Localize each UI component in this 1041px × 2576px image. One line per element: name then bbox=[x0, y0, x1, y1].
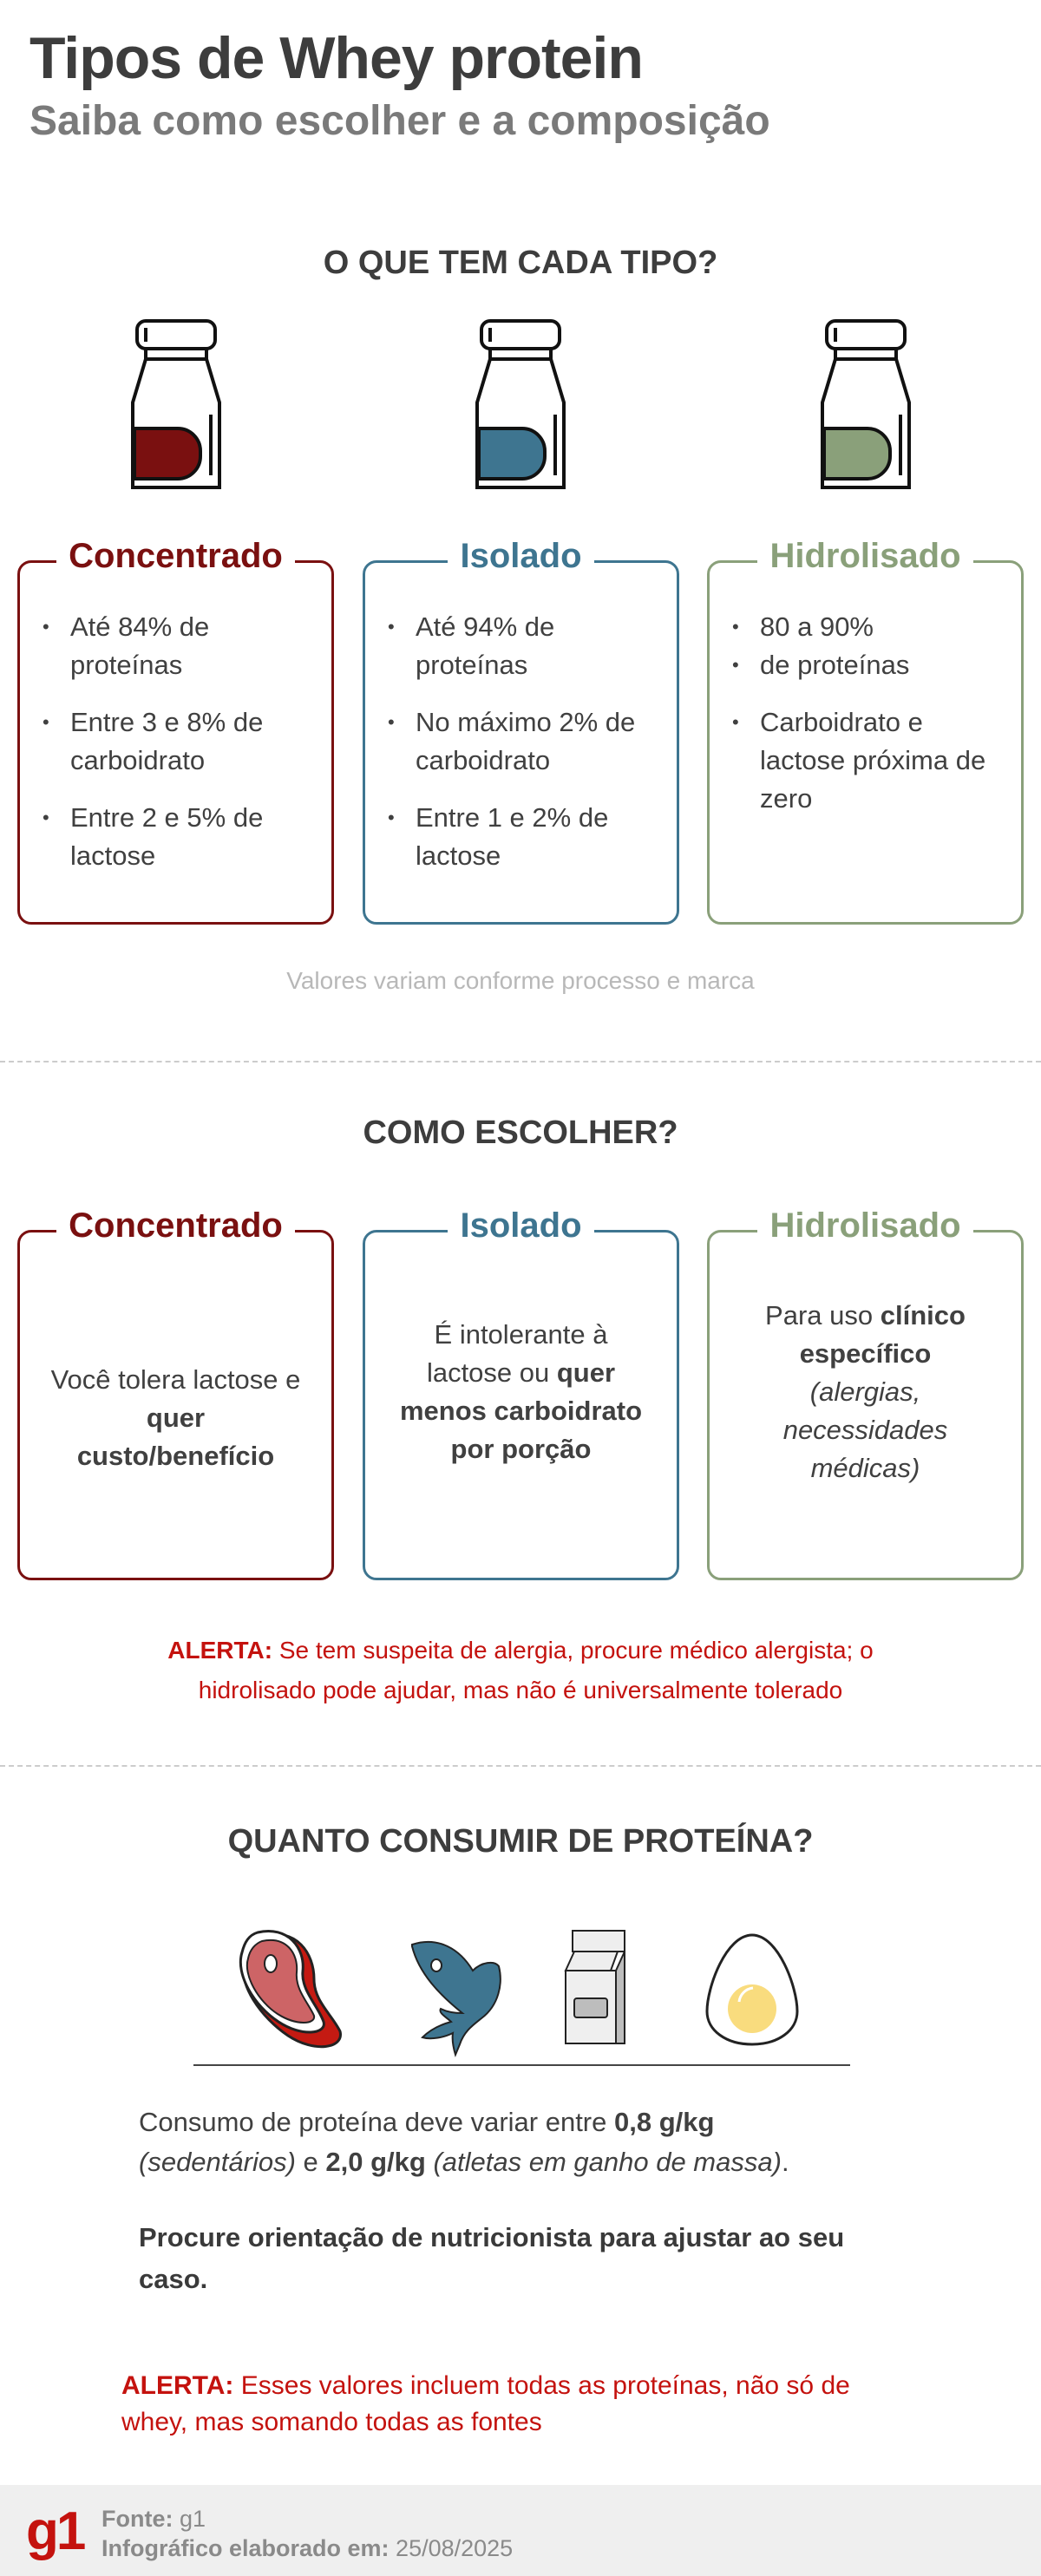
text: Consumo de proteína deve variar entre bbox=[139, 2107, 614, 2137]
section-heading-consumption: QUANTO CONSUMIR DE PROTEÍNA? bbox=[227, 1823, 814, 1860]
list-item: • Carboidrato e lactose próxima de zero bbox=[732, 703, 1004, 818]
source-label: Fonte: bbox=[101, 2506, 174, 2532]
card-text: Você tolera lactose e bbox=[50, 1364, 301, 1395]
jar-icon-hidrolisado bbox=[796, 319, 935, 493]
card-text-bold: quer menos carboidrato por porção bbox=[399, 1357, 643, 1464]
consumption-text bbox=[139, 2102, 920, 2182]
choose-card-hidrolisado bbox=[707, 1206, 1024, 1580]
alert-text: Esses valores incluem todas as proteínas, não só de whey, mas somando todas as fontes bbox=[121, 2371, 850, 2436]
egg-icon bbox=[704, 1932, 800, 2047]
composition-card-isolado bbox=[363, 537, 679, 925]
list-item: • Entre 1 e 2% de lactose bbox=[388, 799, 659, 875]
list-item: • Entre 3 e 8% de carboidrato bbox=[43, 703, 314, 780]
card-title: Concentrado bbox=[56, 537, 295, 575]
allergy-alert bbox=[113, 1631, 928, 1710]
section-divider bbox=[0, 1061, 1041, 1062]
composition-card-concentrado bbox=[17, 537, 334, 925]
card-title: Isolado bbox=[448, 1206, 593, 1245]
card-text-italic: (alergias, necessidades médicas) bbox=[782, 1376, 948, 1483]
card-text: É intolerante à lactose ou bbox=[426, 1319, 608, 1388]
meat-icon bbox=[236, 1929, 349, 2050]
card-title: Isolado bbox=[448, 537, 593, 575]
card-text-bold: quer custo/benefício bbox=[76, 1402, 275, 1471]
section-heading-choose: COMO ESCOLHER? bbox=[363, 1115, 678, 1151]
bold-value: 0,8 g/kg bbox=[613, 2107, 715, 2137]
page-subtitle: Saiba como escolher e a composição bbox=[29, 98, 770, 144]
values-note: Valores variam conforme processo e marca bbox=[286, 967, 755, 994]
jar-icon-isolado bbox=[451, 319, 590, 493]
list-item: • Até 84% de proteínas bbox=[43, 608, 314, 684]
list-item: • Até 94% de proteínas bbox=[388, 608, 659, 684]
alert-label: ALERTA: bbox=[121, 2371, 234, 2400]
bold-value: 2,0 g/kg bbox=[325, 2147, 426, 2177]
date-label: Infográfico elaborado em: bbox=[101, 2535, 390, 2561]
choose-card-concentrado bbox=[17, 1206, 334, 1580]
divider-line bbox=[193, 2064, 850, 2066]
italic-text: (sedentários) bbox=[139, 2147, 296, 2177]
fish-icon bbox=[408, 1938, 503, 2059]
section-heading-composition: O QUE TEM CADA TIPO? bbox=[323, 245, 718, 281]
italic-text: (atletas em ganho de massa) bbox=[425, 2147, 782, 2177]
g1-logo: g1 bbox=[26, 2501, 84, 2561]
list-item: • No máximo 2% de carboidrato bbox=[388, 703, 659, 780]
choose-card-isolado bbox=[363, 1206, 679, 1580]
text: e bbox=[295, 2147, 326, 2177]
list-item: • de proteínas bbox=[732, 646, 1004, 684]
card-title: Hidrolisado bbox=[757, 1206, 972, 1245]
text: . bbox=[781, 2147, 789, 2177]
date-value: 25/08/2025 bbox=[389, 2535, 514, 2561]
card-title: Concentrado bbox=[56, 1206, 295, 1245]
nutritionist-advice: Procure orientação de nutricionista para ajustar ao seu caso. bbox=[139, 2222, 845, 2294]
source-value: g1 bbox=[173, 2506, 206, 2532]
jar-icon-concentrado bbox=[107, 319, 246, 493]
protein-alert bbox=[121, 2368, 920, 2441]
card-text: Para uso bbox=[765, 1300, 881, 1330]
milk-carton-icon bbox=[564, 1929, 633, 2046]
section-divider bbox=[0, 1765, 1041, 1767]
list-item: • 80 a 90% bbox=[732, 608, 1004, 646]
footer bbox=[0, 2485, 1041, 2576]
alert-label: ALERTA: bbox=[167, 1637, 273, 1664]
composition-card-hidrolisado bbox=[707, 537, 1024, 925]
page-title: Tipos de Whey protein bbox=[29, 25, 643, 91]
card-text-bold: clínico específico bbox=[799, 1300, 966, 1369]
footer-credits bbox=[101, 2504, 513, 2563]
card-title: Hidrolisado bbox=[757, 537, 972, 575]
alert-text: Se tem suspeita de alergia, procure médico alergista; o hidrolisado pode ajudar, mas não é universalmente tolerado bbox=[198, 1637, 874, 1703]
list-item: • Entre 2 e 5% de lactose bbox=[43, 799, 314, 875]
